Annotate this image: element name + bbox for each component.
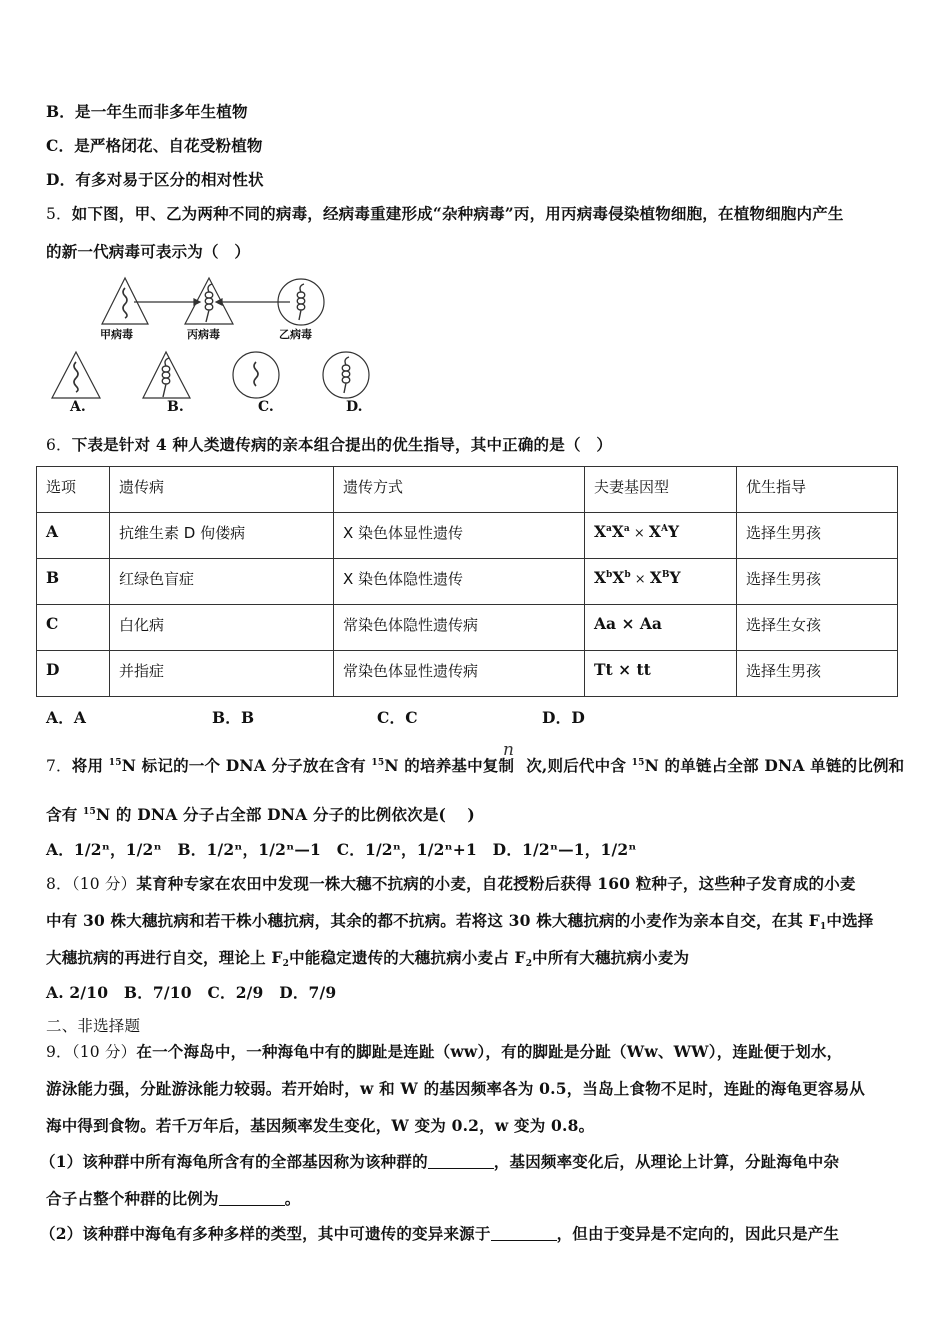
option-d-label: D. [346,399,363,415]
cell-disease: 并指症 [110,651,334,697]
cell-option: D [37,651,110,697]
q9-subquestion-1: （1）该种群中所有海龟所含有的全部基因称为该种群的 ，基因频率变化后，从理论上计算，分趾海龟中杂 [40,1152,840,1171]
cell-option: B [37,559,110,605]
cell-option: C [37,605,110,651]
virus-diagram [46,272,386,420]
q6-stem [46,435,612,455]
q9-subquestion-1-cont: 合子占整个种群的比例为 。 [46,1189,301,1208]
q6-choice-c: C．C [377,708,418,727]
q9-score: （10 分） [71,1043,137,1061]
q7-stem-line1: 7．将用 $^{15}$N 标记的一个 DNA 分子放在含有 $^{15}$N 的培养基中复制 次,则后代中含 $^{15}$N 的单链占全部 DNA 单链的比例和 [46,756,905,775]
q9-subquestion-2: （2）该种群中海龟有多种多样的类型，其中可遗传的变异来源于 ，但由于变异是不定向的，因此只是产生 [40,1224,840,1243]
header-disease: 遗传病 [110,467,334,513]
section-title-non-choice: 二、非选择题 [46,1017,141,1035]
q9-stem-line3: 海中得到食物。若千万年后，基因频率发生变化，W 变为 0.2，w 变为 0.8。 [46,1116,595,1135]
cell-disease: 白化病 [110,605,334,651]
cell-mode: 常染色体显性遗传病 [334,651,585,697]
cell-guidance: 选择生男孩 [737,559,898,605]
table-row [37,559,898,605]
cell-genotype: Tt × tt [585,651,737,697]
q4-option-d: D．有多对易于区分的相对性状 [46,170,264,189]
table-header-row [37,467,898,513]
q7-choices: A．1/2ⁿ，1/2ⁿ B．1/2ⁿ，1/2ⁿ—1 C．1/2ⁿ，1/2ⁿ+1 D．1/2ⁿ—1，1/2ⁿ [46,840,637,859]
header-genotype: 夫妻基因型 [585,467,737,513]
cell-mode: X 染色体隐性遗传 [334,559,585,605]
cell-guidance: 选择生女孩 [737,605,898,651]
table-row [37,605,898,651]
q5-stem-line1 [46,204,844,224]
table-row [37,513,898,559]
q6-text: 下表是针对 4 种人类遗传病的亲本组合提出的优生指导，其中正确的是（ ） [71,435,613,454]
q8-score: （10 分） [71,875,137,893]
q8-stem-line2: 中有 30 株大穗抗病和若干株小穗抗病，其余的都不抗病。若将这 30 株大穗抗病的小麦作为亲本自交，在其 $F_1$中选择 [46,911,874,932]
q5-text-1: 如下图，甲、乙为两种不同的病毒，经病毒重建形成“杂种病毒”丙，用丙病毒侵染植物细胞，在植物细胞内产生 [71,204,844,223]
option-c-label: C. [258,399,274,415]
label-jia-virus: 甲病毒 [100,328,133,341]
italic-n-symbol: n [503,740,514,760]
cell-genotype: $X^aX^a \times X^AY$ [585,513,737,559]
cell-disease: 抗维生素 D 佝偻病 [110,513,334,559]
header-mode: 遗传方式 [334,467,585,513]
cell-option: A [37,513,110,559]
cell-genotype: $X^bX^b \times X^BY$ [585,559,737,605]
q4-option-b: B．是一年生而非多年生植物 [46,102,248,121]
q7-stem-line2: 含有 $^{15}$N 的 DNA 分子占全部 DNA 分子的比例依次是( ) [46,805,475,824]
option-b-label: B. [167,399,184,415]
q6-choice-a: A．A [46,708,87,727]
q9-stem-line1: 9．（10 分）在一个海岛中，一种海龟中有的脚趾是连趾（ww），有的脚趾是分趾（Ww、WW），连趾便于划水， [46,1042,843,1061]
q8-number: 8． [46,875,72,893]
q5-number: 5． [46,205,72,223]
q7-number: 7． [46,757,72,775]
answer-blank-3[interactable] [491,1226,557,1241]
q9-number: 9． [46,1043,72,1061]
table-row [37,651,898,697]
label-bing-virus: 丙病毒 [187,328,220,341]
q5-stem-line2: 的新一代病毒可表示为（ ） [46,242,251,261]
option-c-circle-icon [233,352,279,398]
q9-stem-line2: 游泳能力强，分趾游泳能力较弱。若开始时，w 和 W 的基因频率各为 0.5，当岛上食物不足时，连趾的海龟更容易从 [46,1079,866,1098]
q8-stem-line3: 大穗抗病的再进行自交，理论上 $F_2$中能稳定遗传的大穗抗病小麦占 $F_2$中所有大穗抗病小麦为 [46,948,690,969]
header-guidance: 优生指导 [737,467,898,513]
cell-mode: X 染色体显性遗传 [334,513,585,559]
cell-guidance: 选择生男孩 [737,513,898,559]
cell-genotype: Aa × Aa [585,605,737,651]
q6-choice-b: B．B [212,708,255,727]
q6-number: 6． [46,436,72,454]
genetic-disease-table [36,466,898,697]
header-option: 选项 [37,467,110,513]
label-yi-virus: 乙病毒 [279,328,312,341]
cell-disease: 红绿色盲症 [110,559,334,605]
cell-guidance: 选择生男孩 [737,651,898,697]
q6-choice-d: D．D [542,708,585,727]
q4-option-c: C．是严格闭花、自花受粉植物 [46,136,263,155]
q8-choices: A. 2/10 B．7/10 C．2/9 D．7/9 [46,983,337,1002]
cell-mode: 常染色体隐性遗传病 [334,605,585,651]
answer-blank-2[interactable] [219,1191,285,1206]
option-a-label: A. [70,399,86,415]
answer-blank-1[interactable] [428,1154,494,1169]
q8-stem-line1: 8．（10 分）某育种专家在农田中发现一株大穗不抗病的小麦，自花授粉后获得 160 粒种子，这些种子发育成的小麦 [46,874,856,893]
